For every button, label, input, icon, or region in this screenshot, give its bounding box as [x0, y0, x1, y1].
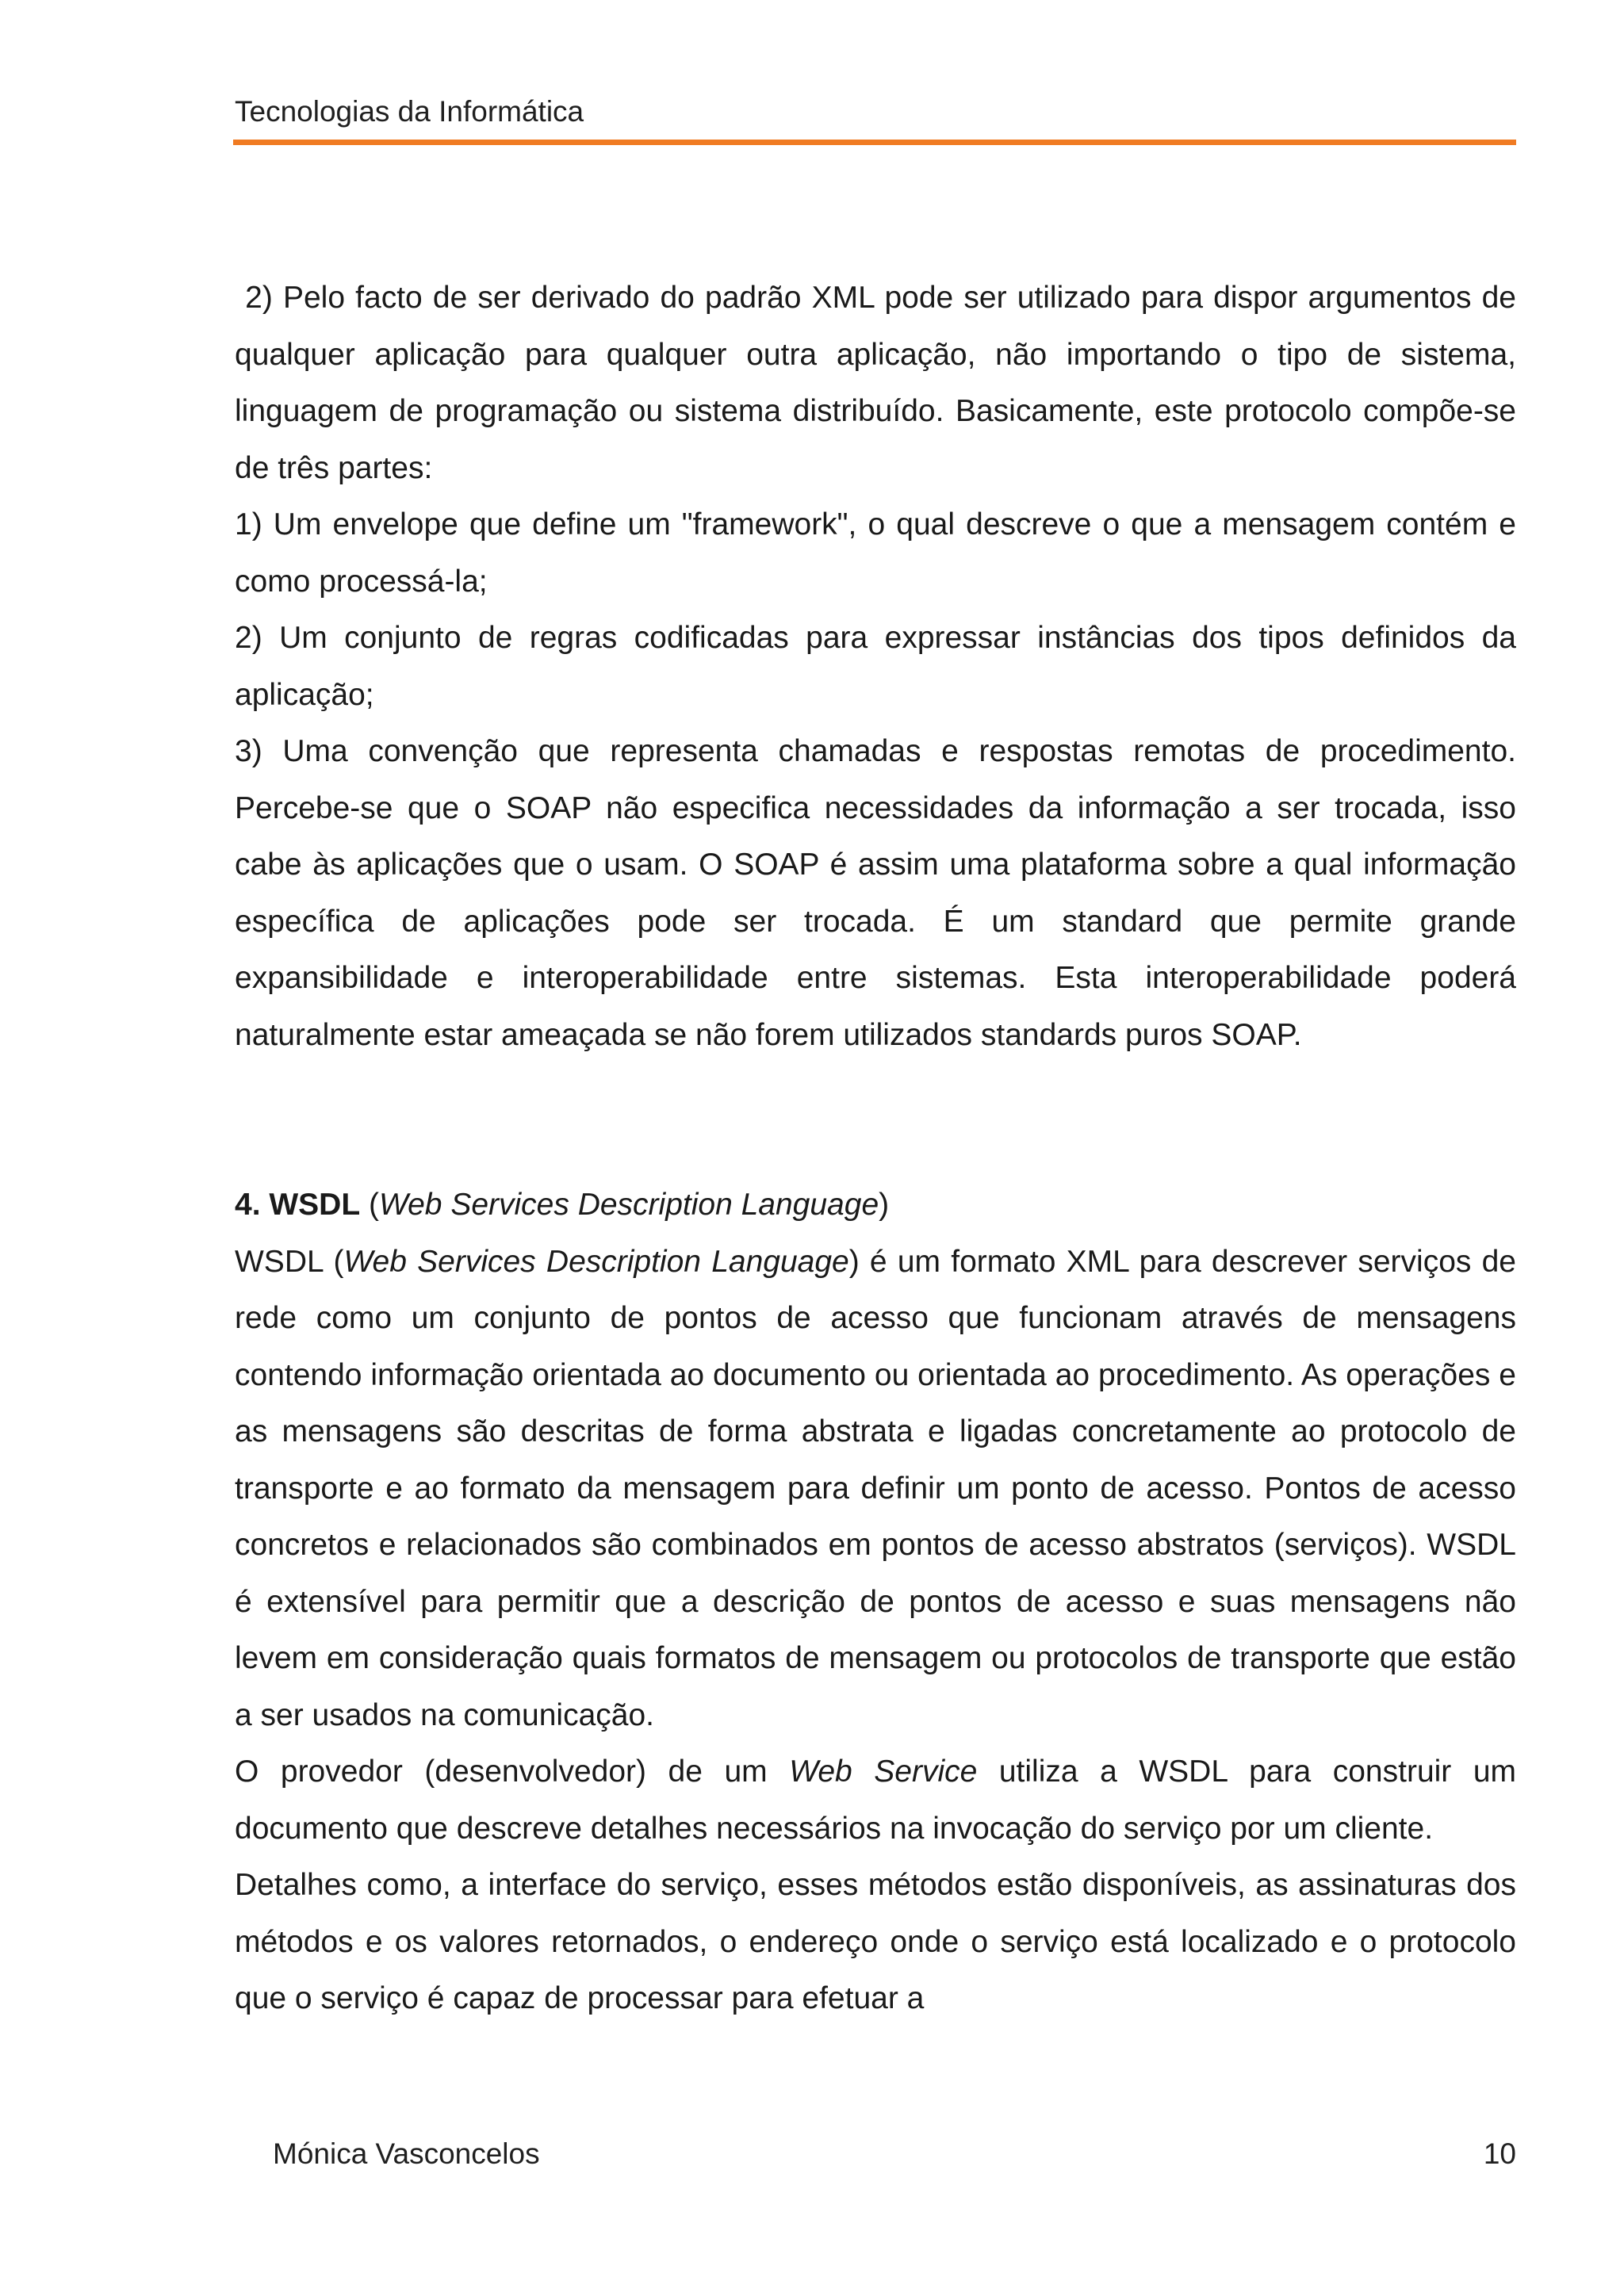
running-header: Tecnologias da Informática — [235, 95, 584, 128]
italic-term: Web Services Description Language — [343, 1244, 849, 1279]
text-run: ) é um formato XML para descrever serviços de rede como um conjunto de pontos de acesso que funcionam através de mensagens contendo informação orientada ao documento ou orientada ao procedimento. As operações e as mensagens são descritas de forma abstrata e ligadas concretamente ao protocolo de transporte e ao formato da mensagem para definir um ponto de acesso. Pontos de acesso concretos e relacionados são combinados em pontos de acesso abstratos (serviços). WSDL é extensível para permitir que a descrição de pontos de acesso e suas mensagens não levem em consideração quais formatos de mensagem ou protocolos de transporte que estão a ser usados na comunicação. — [235, 1244, 1516, 1732]
paragraph: 3) Uma convenção que representa chamadas e respostas remotas de procedimento. Percebe-se que o SOAP não especifica necessidades da informação a ser trocada, isso cabe às aplicações que o usam. O SOAP é assim uma plataforma sobre a qual informação específica de aplicações pode ser trocada. É um standard que permite grande expansibilidade e interoperabilidade entre sistemas. Esta interoperabilidade poderá naturalmente estar ameaçada se não forem utilizados standards puros SOAP. — [235, 734, 1516, 1052]
page-number: 10 — [1483, 2137, 1516, 2170]
section-title-italic: Web Services Description Language — [379, 1188, 879, 1222]
section-heading — [235, 1177, 1516, 1234]
paragraph: 2) Um conjunto de regras codificadas para expressar instâncias dos tipos definidos da aplicação; — [235, 621, 1516, 712]
paragraph: Detalhes como, a interface do serviço, esses métodos estão disponíveis, as assinaturas dos métodos e os valores retornados, o endereço onde o serviço está localizado e o protocolo que o serviço é capaz de processar para efetuar a — [235, 1868, 1516, 2015]
footer-author: Mónica Vasconcelos — [273, 2137, 540, 2170]
section-spacer — [235, 1063, 1516, 1177]
paragraph — [235, 1234, 1516, 1744]
header-rule — [233, 140, 1516, 145]
heading-paren: ) — [879, 1188, 890, 1222]
text-run: O provedor (desenvolvedor) de um — [235, 1755, 790, 1789]
page-body — [235, 270, 1525, 2027]
text-run: WSDL ( — [235, 1244, 344, 1279]
italic-term: Web Service — [789, 1755, 978, 1789]
paragraph — [235, 1743, 1525, 1857]
paragraph: 1) Um envelope que define um "framework", o qual descreve o que a mensagem contém e como processá-la; — [235, 507, 1516, 599]
paragraph: 2) Pelo facto de ser derivado do padrão XML pode ser utilizado para dispor argumentos de qualquer aplicação para qualquer outra aplicação, não importando o tipo de sistema, linguagem de programação ou sistema distribuído. Basicamente, este protocolo compõe-se de três partes: — [235, 281, 1525, 485]
section-number-title: 4. WSDL — [235, 1188, 361, 1222]
heading-paren: ( — [360, 1188, 379, 1222]
text-run: utiliza a WSDL para construir um documento que descreve detalhes necessários na invocação do serviço por um cliente. — [235, 1755, 1525, 1846]
